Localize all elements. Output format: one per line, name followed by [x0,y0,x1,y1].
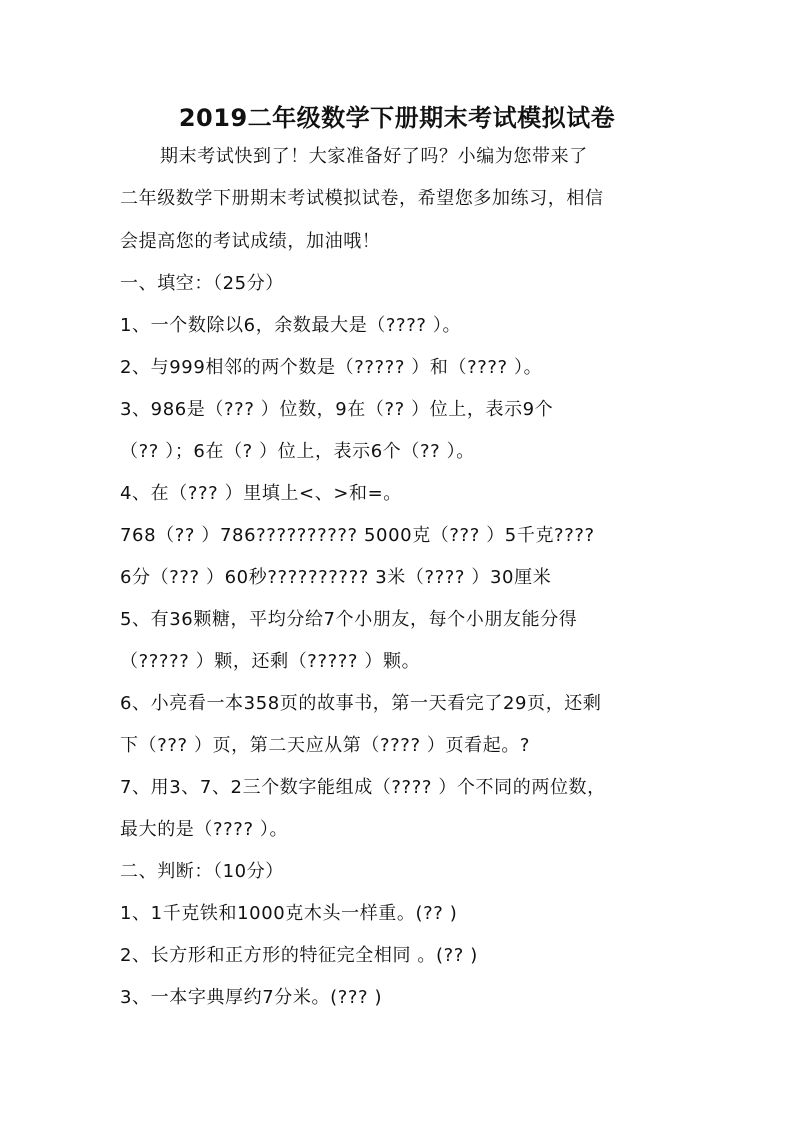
intro-line-2: 二年级数学下册期末考试模拟试卷，希望您多加练习，相信 [120,188,604,209]
question-line: 768（?? ）786?????????? 5000克（??? ）5千克???? [120,525,595,546]
intro-line-3: 会提高您的考试成绩，加油哦！ [120,231,381,252]
question-line: 2、长方形和正方形的特征完全相同 。(?? ) [120,945,478,966]
question-line: 4、在（??? ）里填上<、>和=。 [120,483,402,504]
intro-line-1: 期末考试快到了！大家准备好了吗？小编为您带来了 [160,146,588,167]
question-line: 7、用3、7、2三个数字能组成（???? ）个不同的两位数， [120,777,606,798]
question-line: 下（??? ）页，第二天应从第（???? ）页看起。? [120,735,531,756]
question-line: 最大的是（???? ）。 [120,819,289,840]
question-line: 1、一个数除以6，余数最大是（???? ）。 [120,315,462,336]
question-line: 1、1千克铁和1000克木头一样重。(?? ) [120,903,458,924]
question-line: 3、一本字典厚约7分米。(??? ) [120,987,383,1008]
question-line: （????? ）颗，还剩（????? ）颗。 [120,651,421,672]
question-line: 2、与999相邻的两个数是（????? ）和（???? ）。 [120,357,543,378]
document-title: 2019二年级数学下册期末考试模拟试卷 [178,104,616,132]
question-line: 5、有36颗糖，平均分给7个小朋友，每个小朋友能分得 [120,609,578,630]
question-line: 6分（??? ）60秒?????????? 3米（???? ）30厘米 [120,567,552,588]
section-heading-true-false: 二、判断：（10分） [120,861,284,882]
question-line: 3、986是（??? ）位数，9在（?? ）位上，表示9个 [120,399,554,420]
section-heading-fill-blank: 一、填空：（25分） [120,273,284,294]
question-line: 6、小亮看一本358页的故事书，第一天看完了29页，还剩 [120,693,602,714]
question-line: （?? ）；6在（? ）位上，表示6个（?? ）。 [120,441,475,462]
